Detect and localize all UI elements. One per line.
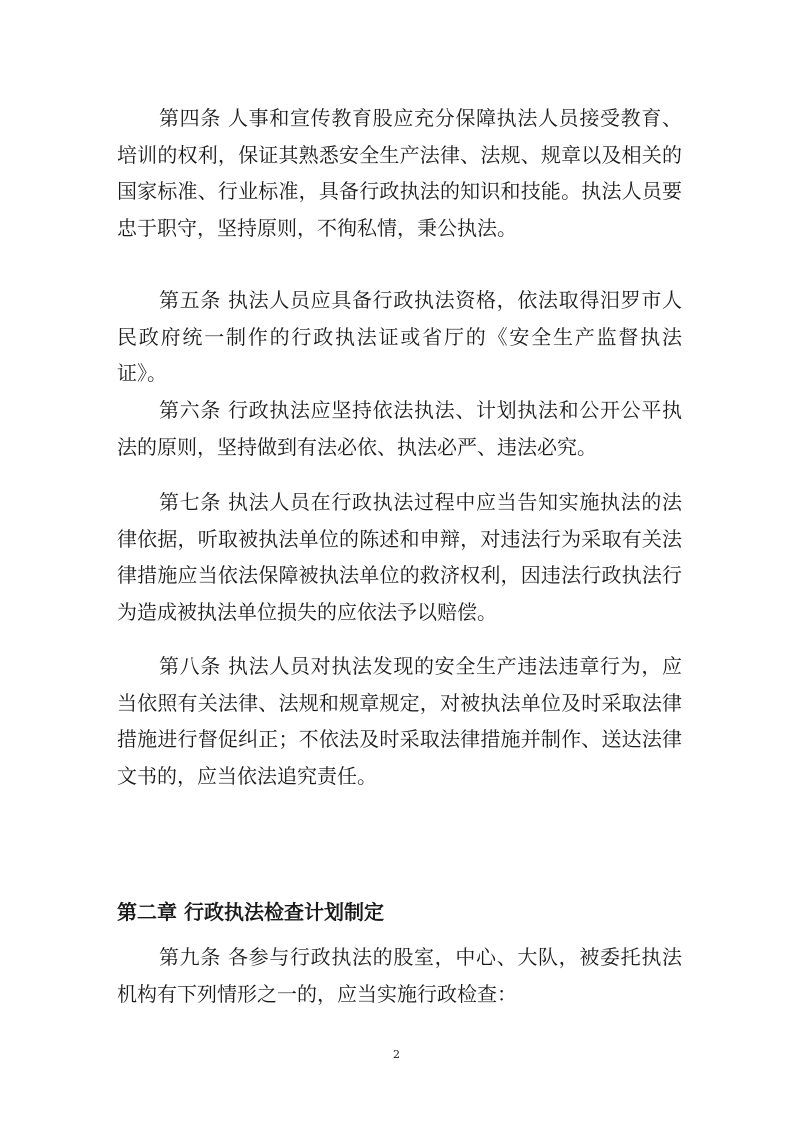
article-9-paragraph: 第九条 各参与行政执法的股室，中心、大队，被委托执法机构有下列情形之一的，应当实施行政检查：	[117, 945, 682, 1006]
chapter-heading: 第二章 行政执法检查计划制定	[117, 900, 384, 924]
page-number: 2	[393, 1048, 400, 1061]
article-7-paragraph: 第七条 执法人员在行政执法过程中应当告知实施执法的法律依据，听取被执法单位的陈述和申辩，对违法行为采取有关法律措施应当依法保障被执法单位的救济权利，因违法行政执法行为造成被执法单位损失的应依法予以赔偿。	[117, 490, 682, 624]
article-4-paragraph: 第四条 人事和宣传教育股应充分保障执法人员接受教育、培训的权利，保证其熟悉安全生产法律、法规、规章以及相关的国家标准、行业标准，具备行政执法的知识和技能。执法人员要忠于职守，坚持原则，不徇私情，秉公执法。	[117, 106, 682, 240]
article-8-paragraph: 第八条 执法人员对执法发现的安全生产违法违章行为，应当依照有关法律、法规和规章规定，对被执法单位及时采取法律措施进行督促纠正；不依法及时采取法律措施并制作、送达法律文书的，应当依法追究责任。	[117, 654, 682, 788]
article-5-paragraph: 第五条 执法人员应具备行政执法资格，依法取得汨罗市人民政府统一制作的行政执法证或省厅的《安全生产监督执法证》。	[117, 288, 682, 386]
article-6-paragraph: 第六条 行政执法应坚持依法执法、计划执法和公开公平执法的原则，坚持做到有法必依、执法必严、违法必究。	[117, 398, 682, 459]
